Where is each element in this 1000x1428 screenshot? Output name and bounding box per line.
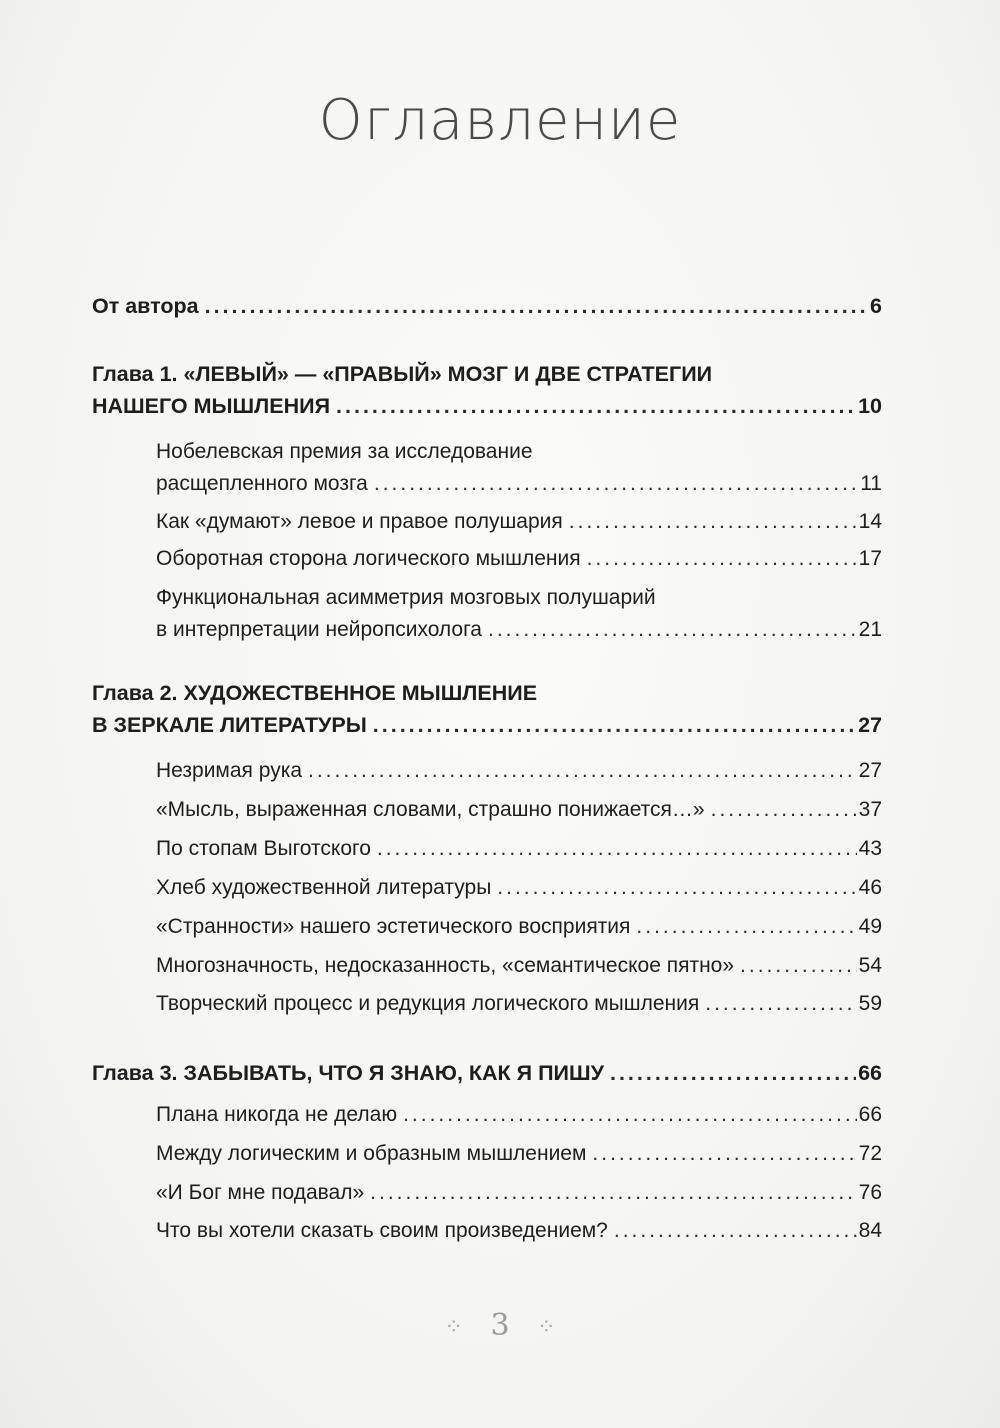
toc-entry-line xyxy=(92,1057,882,1089)
toc-section-entry[interactable] xyxy=(156,436,882,500)
toc-entry-title: НАШЕГО МЫШЛЕНИЯ xyxy=(92,394,331,418)
toc-page-number: 11 xyxy=(860,472,882,495)
dot-leader xyxy=(569,506,857,538)
toc-page-number: 10 xyxy=(858,394,882,418)
toc-section-entry[interactable] xyxy=(156,794,882,826)
toc-section-entry[interactable] xyxy=(156,543,882,575)
toc-section-entry[interactable] xyxy=(156,911,882,943)
toc-entry-title: расщепленного мозга xyxy=(156,472,368,495)
toc-entry-title: От автора xyxy=(92,294,199,318)
toc-entry-title: Между логическим и образным мышлением xyxy=(156,1142,587,1165)
toc-page-number: 66 xyxy=(858,1061,882,1085)
dot-leader xyxy=(592,1138,856,1170)
toc-entry-title-line: Нобелевская премия за исследование xyxy=(156,440,533,463)
toc-section-entry[interactable] xyxy=(156,582,882,646)
toc-section-entry[interactable] xyxy=(156,1138,882,1170)
toc-section-entry[interactable] xyxy=(156,950,882,982)
toc-entry-title: Оборотная сторона логического мышления xyxy=(156,547,581,570)
toc-entry-line xyxy=(92,390,882,422)
dot-leader xyxy=(497,872,856,904)
ornament-left-icon: ⁘ xyxy=(444,1314,463,1340)
toc-page-number: 14 xyxy=(858,510,882,533)
toc-entry-line xyxy=(156,614,882,646)
toc-section-entry[interactable] xyxy=(156,755,882,787)
toc-section-entry[interactable] xyxy=(156,833,882,865)
toc-chapter-entry[interactable] xyxy=(92,677,882,741)
dot-leader xyxy=(488,614,857,646)
dot-leader xyxy=(377,833,857,865)
toc-entry-title: В ЗЕРКАЛЕ ЛИТЕРАТУРЫ xyxy=(92,713,367,737)
dot-leader xyxy=(610,1057,856,1089)
toc-entry-line xyxy=(92,290,882,322)
toc-section-entry[interactable] xyxy=(156,988,882,1020)
toc-entry-line xyxy=(156,950,882,982)
toc-entry-title: в интерпретации нейропсихолога xyxy=(156,618,482,641)
dot-leader xyxy=(373,709,856,741)
dot-leader xyxy=(374,468,858,500)
toc-page-number: 72 xyxy=(858,1142,882,1165)
toc-entry-line xyxy=(156,794,882,826)
toc-section-entry[interactable] xyxy=(156,872,882,904)
toc-entry-title-line: Функциональная асимметрия мозговых полушарий xyxy=(156,586,656,609)
toc-page-number: 6 xyxy=(870,294,882,318)
toc-entry-line xyxy=(156,1099,882,1131)
toc-entry-title: Многозначность, недосказанность, «семантическое пятно» xyxy=(156,954,735,977)
toc-entry-title: Хлеб художественной литературы xyxy=(156,876,492,899)
toc-entry-line xyxy=(156,1177,882,1209)
dot-leader xyxy=(370,1177,856,1209)
dot-leader xyxy=(403,1099,857,1131)
toc-chapter-entry[interactable] xyxy=(92,358,882,422)
toc-page-number: 54 xyxy=(858,954,882,977)
toc-entry-title: Глава 3. ЗАБЫВАТЬ, ЧТО Я ЗНАЮ, КАК Я ПИШУ xyxy=(92,1061,604,1085)
toc-entry-line xyxy=(156,755,882,787)
toc-chapter-entry[interactable] xyxy=(92,290,882,322)
toc-chapter-entry[interactable] xyxy=(92,1057,882,1089)
toc-page-number: 66 xyxy=(858,1103,882,1126)
toc-entry-line xyxy=(156,872,882,904)
dot-leader xyxy=(336,390,856,422)
toc-entry-line xyxy=(156,543,882,575)
ornament-right-icon: ⁘ xyxy=(537,1314,556,1340)
toc-page-number: 27 xyxy=(858,713,882,737)
toc-section-entry[interactable] xyxy=(156,1177,882,1209)
toc-section-entry[interactable] xyxy=(156,506,882,538)
toc-page-number: 21 xyxy=(858,618,882,641)
toc-entry-line xyxy=(156,1138,882,1170)
toc-page-number: 17 xyxy=(858,547,882,570)
toc-entry-title: Что вы хотели сказать своим произведением? xyxy=(156,1219,608,1242)
dot-leader xyxy=(705,988,856,1020)
toc-entry-line xyxy=(156,988,882,1020)
toc-page-number: 59 xyxy=(858,992,882,1015)
dot-leader xyxy=(614,1215,857,1247)
toc-entry-line xyxy=(156,1215,882,1247)
toc-page-number: 46 xyxy=(858,876,882,899)
toc-entry-title: Плана никогда не делаю xyxy=(156,1103,398,1126)
toc-entry-line xyxy=(156,468,882,500)
toc-entry-title-line: Глава 2. ХУДОЖЕСТВЕННОЕ МЫШЛЕНИЕ xyxy=(92,681,538,705)
dot-leader xyxy=(636,911,856,943)
toc-section-entry[interactable] xyxy=(156,1215,882,1247)
toc-entry-title: Как «думают» левое и правое полушария xyxy=(156,510,563,533)
toc-page-number: 49 xyxy=(858,915,882,938)
page-folio xyxy=(0,1308,1000,1343)
toc-entry-line xyxy=(156,506,882,538)
toc-page-number: 43 xyxy=(858,837,882,860)
toc-entry-line xyxy=(156,911,882,943)
toc-entry-title: «Странности» нашего эстетического восприятия xyxy=(156,915,631,938)
toc-entry-title: Незримая рука xyxy=(156,759,303,782)
toc-page-number: 84 xyxy=(858,1219,882,1242)
toc-entry-line xyxy=(92,709,882,741)
toc-page-number: 37 xyxy=(858,798,882,821)
toc-section-entry[interactable] xyxy=(156,1099,882,1131)
page-number: 3 xyxy=(490,1308,510,1343)
toc-page-number: 27 xyxy=(858,759,882,782)
toc-entry-title: «Мысль, выраженная словами, страшно понижается…» xyxy=(156,798,705,821)
dot-leader xyxy=(308,755,857,787)
page-title: Оглавление xyxy=(318,88,682,153)
dot-leader xyxy=(740,950,857,982)
dot-leader xyxy=(205,290,868,322)
toc-entry-title: «И Бог мне подавал» xyxy=(156,1181,365,1204)
dot-leader xyxy=(711,794,857,826)
dot-leader xyxy=(587,543,857,575)
toc-entry-title: По стопам Выготского xyxy=(156,837,371,860)
toc-page-number: 76 xyxy=(858,1181,882,1204)
toc-entry-title: Творческий процесс и редукция логического мышления xyxy=(156,992,700,1015)
toc-entry-line xyxy=(156,833,882,865)
toc-entry-title-line: Глава 1. «ЛЕВЫЙ» — «ПРАВЫЙ» МОЗГ И ДВЕ СТРАТЕГИИ xyxy=(92,362,713,386)
